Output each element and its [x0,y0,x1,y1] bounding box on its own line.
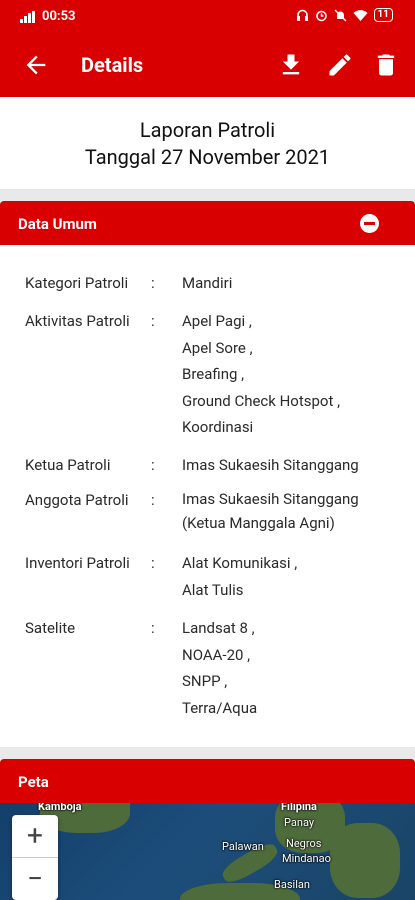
battery-indicator: 11 [374,8,393,22]
field-values [182,452,359,479]
field-value: Ground Check Hotspot , [182,391,341,410]
field-values [182,270,232,297]
map-label: Panay [284,816,315,829]
field-value: SNPP , [182,672,228,690]
field-label: Satelite [25,619,76,637]
wifi-icon [353,9,368,21]
report-header-card [0,97,415,189]
field-separator: : [151,491,155,509]
headset-icon [296,9,309,22]
field-separator: : [151,554,155,572]
field-value: Imas Sukaesih Sitanggang [182,490,359,508]
page-title: Details [81,53,144,77]
field-value: Landsat 8 , [182,619,255,637]
report-date: Tanggal 27 November 2021 [84,145,331,169]
field-value: Apel Pagi , [182,312,252,330]
field-label: Kategori Patroli [25,274,129,292]
zoom-in-button[interactable]: + [27,819,43,852]
field-separator: : [151,274,155,292]
status-bar [0,0,415,33]
section-title: Peta [18,773,49,791]
map-view[interactable] [0,803,415,900]
field-values [182,308,340,441]
field-label: Aktivitas Patroli [25,312,130,330]
section-title: Data Umum [18,215,97,233]
field-separator: : [151,619,155,637]
field-value: Koordinasi [182,418,254,436]
field-value: Apel Sore , [182,338,253,357]
report-title: Laporan Patroli [139,118,276,142]
field-label: Inventori Patroli [25,554,130,572]
map-label: Mindanao [282,852,331,865]
collapse-minus-icon[interactable] [360,214,379,233]
download-icon[interactable] [277,51,305,79]
edit-pencil-icon[interactable] [326,51,354,79]
status-time: 00:53 [42,9,76,24]
field-value: Imas Sukaesih Sitanggang [182,456,359,474]
delete-trash-icon[interactable] [372,51,400,79]
field-separator: : [151,456,155,474]
map-zoom-control [12,815,58,900]
map-label: Negros [286,837,322,850]
map-label: Palawan [222,840,264,853]
field-value: Mandiri [182,274,233,292]
map-landmass [330,823,400,898]
section-header-peta[interactable] [0,759,415,803]
field-value: Breafing , [182,365,245,383]
data-umum-body [0,245,415,747]
map-label: Kamboja [38,803,82,813]
signal-icon [20,11,36,23]
field-label: Anggota Patroli [25,491,129,509]
field-value: Alat Tulis [182,580,244,599]
app-bar [0,33,415,97]
field-value: (Ketua Manggala Agni) [182,514,335,532]
map-label: Filipina [281,803,317,813]
zoom-out-button[interactable]: − [26,862,43,895]
field-label: Ketua Patroli [25,456,111,474]
field-values [182,487,359,535]
alarm-icon [315,9,328,22]
mute-icon [334,9,347,22]
field-values [182,550,297,603]
map-label: Basilan [274,878,310,891]
section-header-data-umum[interactable] [0,201,415,245]
back-arrow-icon[interactable] [22,51,50,79]
field-value: Terra/Aqua [182,698,258,717]
field-value: Alat Komunikasi , [182,554,298,572]
field-value: NOAA-20 , [182,645,251,664]
field-separator: : [151,312,155,330]
field-values [182,615,257,721]
